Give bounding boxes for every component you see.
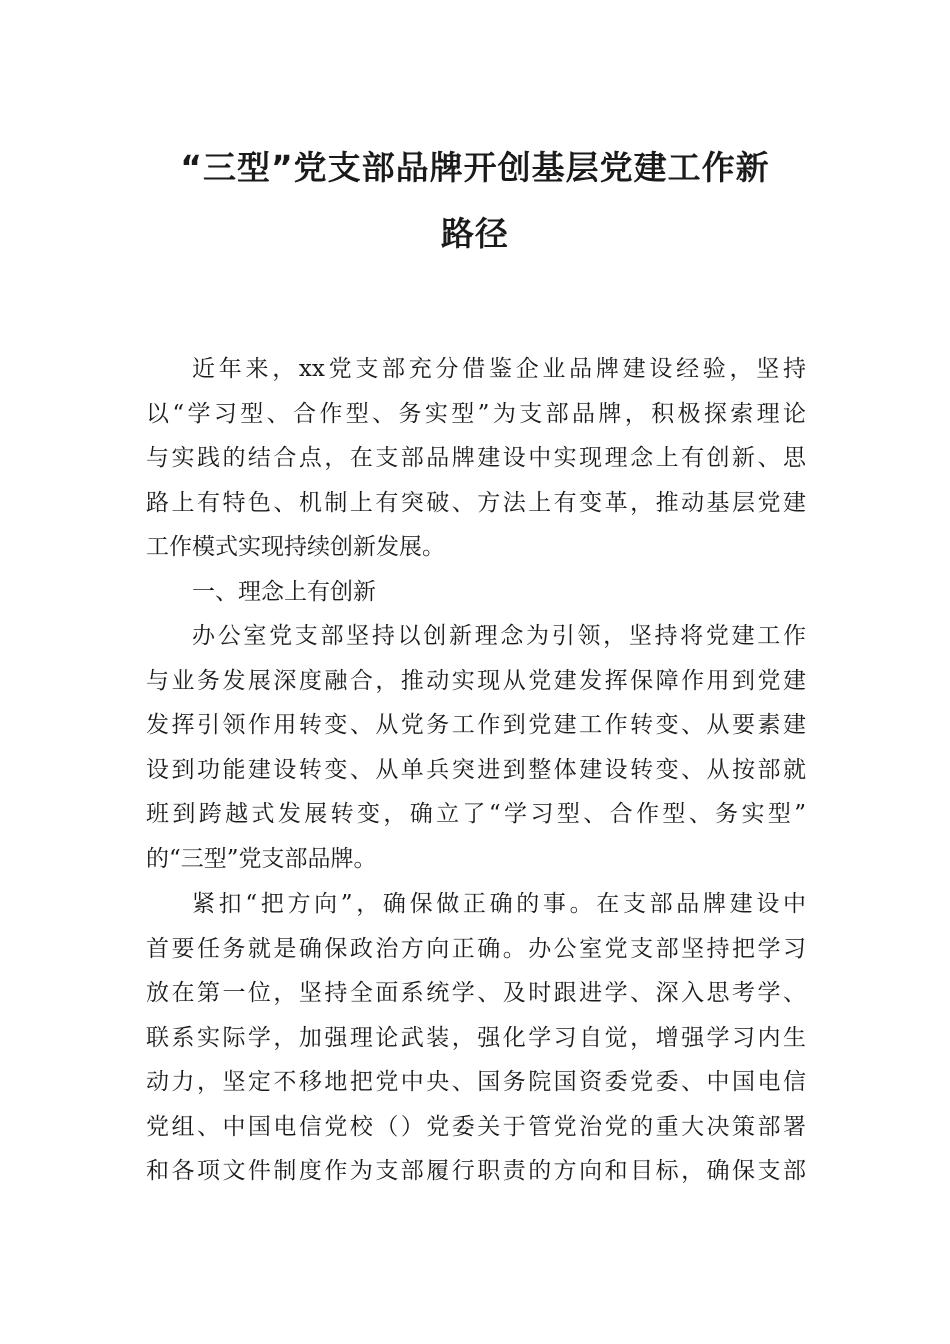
paragraph-line: 办公室党支部坚持以创新理念为引领，坚持将党建工作 — [192, 623, 806, 649]
paragraph-line: 与实践的结合点，在支部品牌建设中实现理念上有创新、思 — [146, 445, 806, 471]
paragraph-line: 路上有特色、机制上有突破、方法上有变革，推动基层党建 — [146, 489, 806, 516]
paragraph-line: 工作模式实现持续创新发展。 — [146, 534, 445, 560]
title-line-1: “三型”党支部品牌开创基层党建工作新 — [180, 148, 770, 187]
paragraph-line: 首要任务就是确保政治方向正确。办公室党支部坚持把学习 — [146, 935, 806, 962]
paragraph-direction — [146, 882, 806, 1194]
paragraph-concept — [146, 614, 806, 881]
section-heading: 一、理念上有创新 — [192, 579, 376, 605]
paragraph-line: 发挥引领作用转变、从党务工作到党建工作转变、从要素建 — [146, 712, 806, 738]
paragraph-line: 设到功能建设转变、从单兵突进到整体建设转变、从按部就 — [146, 756, 806, 783]
paragraph-line: 紧扣“把方向”，确保做正确的事。在支部品牌建设中 — [192, 891, 806, 917]
paragraph-line: 放在第一位，坚持全面系统学、及时跟进学、深入思考学、 — [146, 980, 806, 1006]
paragraph-line: 以“学习型、合作型、务实型”为支部品牌，积极探索理论 — [146, 400, 806, 427]
paragraph-line: 党组、中国电信党校（）党委关于管党治党的重大决策部署 — [146, 1113, 806, 1140]
paragraph-line: 动力，坚定不移地把党中央、国务院国资委党委、中国电信 — [146, 1069, 806, 1095]
paragraph-line: 的“三型”党支部品牌。 — [146, 845, 377, 872]
paragraph-line: 班到跨越式发展转变，确立了“学习型、合作型、务实型” — [146, 801, 806, 827]
paragraph-line: 近年来，xx党支部充分借鉴企业品牌建设经验，坚持 — [192, 356, 806, 382]
document-title — [140, 135, 810, 267]
title-line-2: 路径 — [441, 214, 509, 253]
paragraph-line: 联系实际学，加强理论武装，强化学习自觉，增强学习内生 — [146, 1024, 806, 1051]
paragraph-line: 与业务发展深度融合，推动实现从党建发挥保障作用到党建 — [146, 667, 806, 694]
paragraph-line: 和各项文件制度作为支部履行职责的方向和目标，确保支部 — [146, 1158, 806, 1184]
paragraph-intro — [146, 347, 806, 570]
